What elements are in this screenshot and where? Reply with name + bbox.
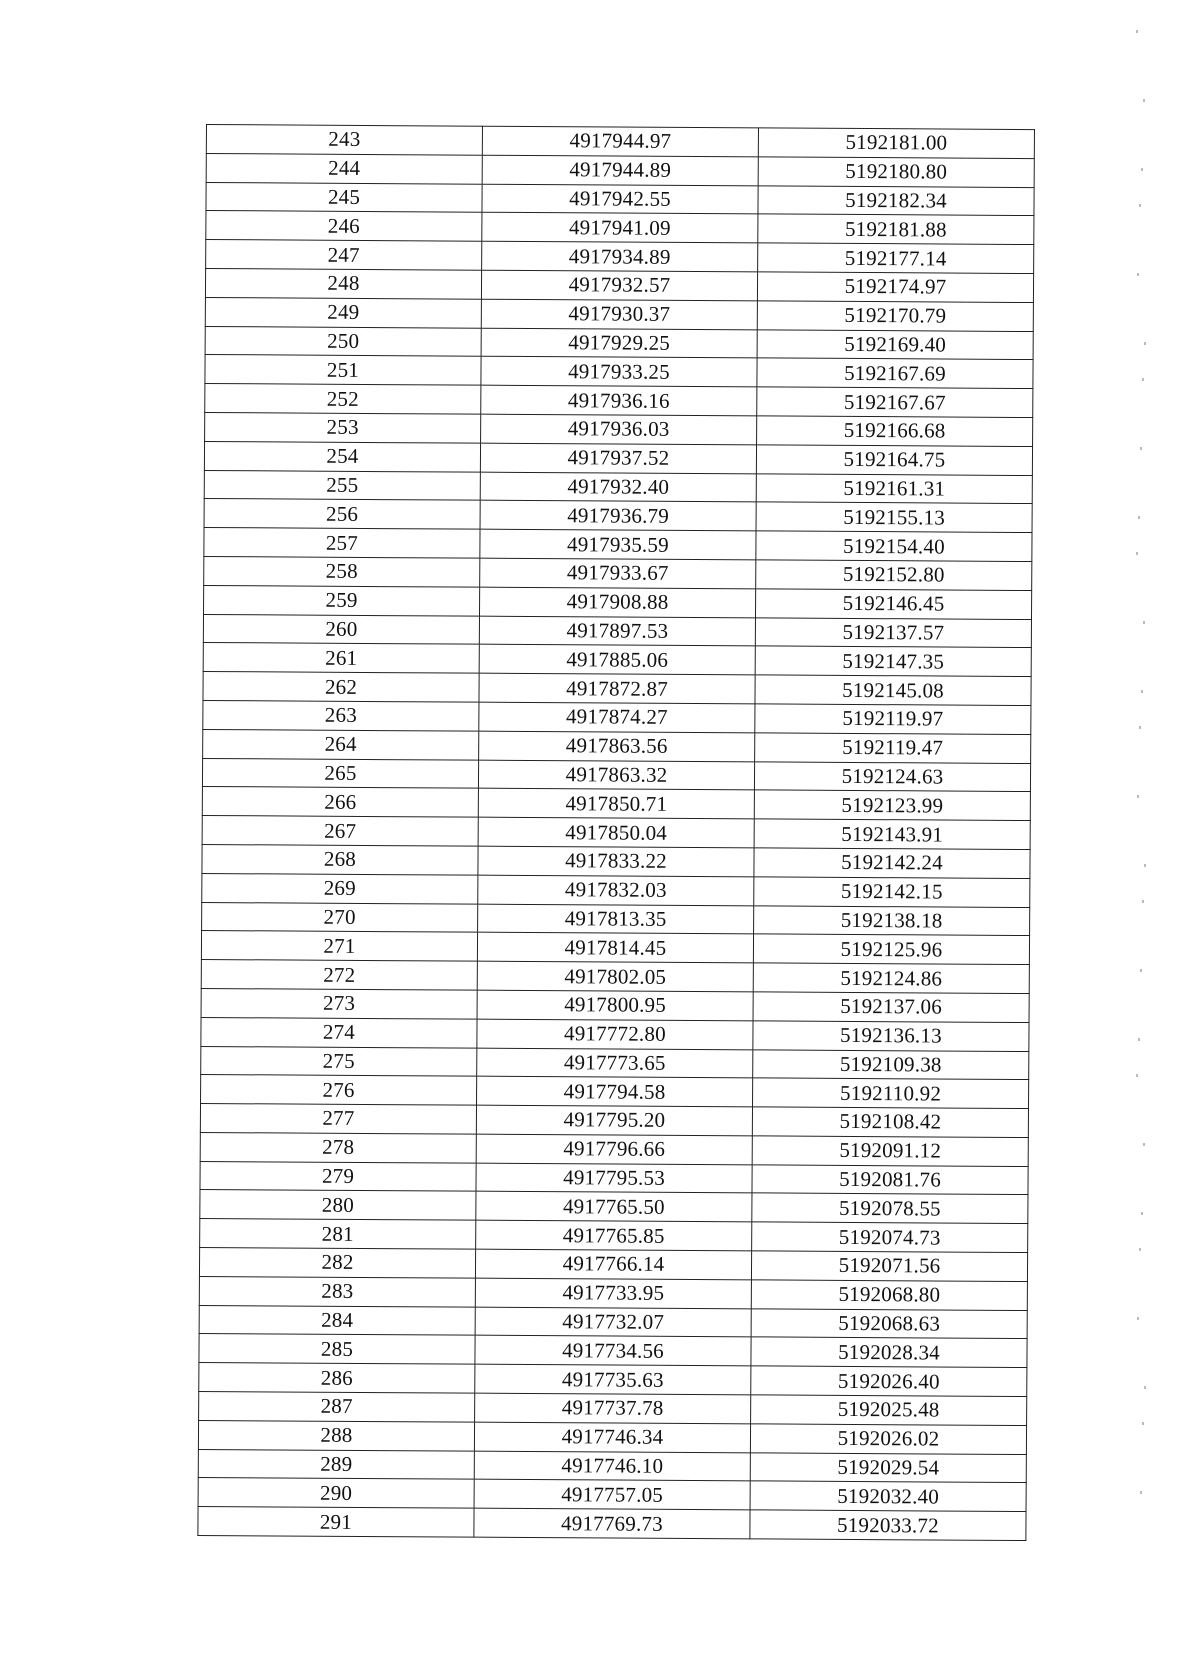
scan-speck [1140, 447, 1142, 450]
point-number-cell: 280 [200, 1190, 476, 1220]
x-coordinate-cell: 4917932.40 [480, 472, 756, 502]
y-coordinate-cell: 5192142.24 [754, 848, 1030, 878]
scan-speck [1142, 378, 1144, 381]
y-coordinate-cell: 5192154.40 [756, 531, 1032, 561]
y-coordinate-cell: 5192161.31 [756, 473, 1032, 503]
point-number-cell: 275 [201, 1046, 477, 1076]
x-coordinate-cell: 4917795.53 [476, 1163, 752, 1193]
y-coordinate-cell: 5192177.14 [758, 243, 1034, 273]
point-number-cell: 276 [201, 1075, 477, 1105]
scan-speck [1136, 1074, 1138, 1077]
y-coordinate-cell: 5192029.54 [750, 1453, 1026, 1483]
point-number-cell: 250 [205, 326, 481, 356]
y-coordinate-cell: 5192119.47 [755, 733, 1031, 763]
point-number-cell: 287 [199, 1392, 475, 1422]
y-coordinate-cell: 5192138.18 [754, 905, 1030, 935]
point-number-cell: 284 [199, 1305, 475, 1335]
coordinates-table [197, 124, 1035, 1541]
x-coordinate-cell: 4917934.89 [482, 241, 758, 271]
x-coordinate-cell: 4917937.52 [480, 443, 756, 473]
x-coordinate-cell: 4917935.59 [480, 529, 756, 559]
point-number-cell: 278 [200, 1132, 476, 1162]
x-coordinate-cell: 4917773.65 [477, 1048, 753, 1078]
x-coordinate-cell: 4917929.25 [481, 328, 757, 358]
x-coordinate-cell: 4917941.09 [482, 213, 758, 243]
point-number-cell: 254 [204, 441, 480, 471]
y-coordinate-cell: 5192078.55 [752, 1193, 1028, 1223]
point-number-cell: 281 [200, 1219, 476, 1249]
point-number-cell: 266 [202, 787, 478, 817]
x-coordinate-cell: 4917933.67 [480, 558, 756, 588]
y-coordinate-cell: 5192025.48 [751, 1395, 1027, 1425]
x-coordinate-cell: 4917850.04 [478, 817, 754, 847]
point-number-cell: 261 [203, 643, 479, 673]
x-coordinate-cell: 4917908.88 [480, 587, 756, 617]
point-number-cell: 285 [199, 1334, 475, 1364]
y-coordinate-cell: 5192074.73 [752, 1222, 1028, 1252]
point-number-cell: 283 [199, 1276, 475, 1306]
y-coordinate-cell: 5192166.68 [757, 416, 1033, 446]
point-number-cell: 265 [202, 758, 478, 788]
y-coordinate-cell: 5192123.99 [754, 790, 1030, 820]
point-number-cell: 268 [202, 844, 478, 874]
y-coordinate-cell: 5192180.80 [758, 157, 1034, 187]
point-number-cell: 282 [199, 1248, 475, 1278]
point-number-cell: 263 [203, 700, 479, 730]
scan-speck [1136, 30, 1138, 33]
y-coordinate-cell: 5192167.67 [757, 387, 1033, 417]
y-coordinate-cell: 5192164.75 [756, 445, 1032, 475]
scan-speck [1138, 1038, 1140, 1041]
x-coordinate-cell: 4917735.63 [475, 1364, 751, 1394]
scan-speck [1138, 516, 1140, 519]
y-coordinate-cell: 5192124.86 [753, 963, 1029, 993]
y-coordinate-cell: 5192033.72 [750, 1510, 1026, 1540]
scan-speck [1144, 342, 1146, 345]
point-number-cell: 272 [201, 960, 477, 990]
y-coordinate-cell: 5192091.12 [752, 1136, 1028, 1166]
scan-speck [1142, 900, 1144, 903]
scan-speck [1144, 864, 1146, 867]
y-coordinate-cell: 5192182.34 [758, 185, 1034, 215]
point-number-cell: 267 [202, 816, 478, 846]
y-coordinate-cell: 5192155.13 [756, 502, 1032, 532]
x-coordinate-cell: 4917814.45 [477, 932, 753, 962]
x-coordinate-cell: 4917732.07 [475, 1307, 751, 1337]
x-coordinate-cell: 4917936.16 [481, 385, 757, 415]
y-coordinate-cell: 5192124.63 [754, 761, 1030, 791]
point-number-cell: 279 [200, 1161, 476, 1191]
point-number-cell: 258 [204, 556, 480, 586]
x-coordinate-cell: 4917765.85 [476, 1220, 752, 1250]
x-coordinate-cell: 4917796.66 [476, 1134, 752, 1164]
point-number-cell: 245 [206, 182, 482, 212]
x-coordinate-cell: 4917942.55 [482, 184, 758, 214]
scan-speck [1140, 1491, 1142, 1494]
x-coordinate-cell: 4917872.87 [479, 673, 755, 703]
x-coordinate-cell: 4917800.95 [477, 990, 753, 1020]
point-number-cell: 252 [205, 384, 481, 414]
y-coordinate-cell: 5192152.80 [756, 560, 1032, 590]
point-number-cell: 251 [205, 355, 481, 385]
x-coordinate-cell: 4917802.05 [477, 961, 753, 991]
scan-speck [1137, 795, 1139, 798]
point-number-cell: 269 [202, 873, 478, 903]
x-coordinate-cell: 4917733.95 [475, 1278, 751, 1308]
y-coordinate-cell: 5192119.97 [755, 704, 1031, 734]
x-coordinate-cell: 4917936.03 [481, 414, 757, 444]
x-coordinate-cell: 4917769.73 [474, 1508, 750, 1538]
x-coordinate-cell: 4917757.05 [474, 1480, 750, 1510]
scan-speck [1142, 1422, 1144, 1425]
x-coordinate-cell: 4917863.56 [479, 731, 755, 761]
scan-speck [1141, 1212, 1143, 1215]
y-coordinate-cell: 5192068.63 [751, 1309, 1027, 1339]
point-number-cell: 244 [206, 153, 482, 183]
x-coordinate-cell: 4917813.35 [478, 904, 754, 934]
scan-speck [1137, 1317, 1139, 1320]
y-coordinate-cell: 5192174.97 [757, 272, 1033, 302]
y-coordinate-cell: 5192143.91 [754, 819, 1030, 849]
point-number-cell: 277 [200, 1104, 476, 1134]
point-number-cell: 270 [202, 902, 478, 932]
point-number-cell: 290 [198, 1478, 474, 1508]
scan-speck [1141, 168, 1143, 171]
coordinates-table-body [198, 125, 1035, 1541]
x-coordinate-cell: 4917897.53 [479, 616, 755, 646]
scan-speck [1140, 969, 1142, 972]
point-number-cell: 256 [204, 499, 480, 529]
x-coordinate-cell: 4917885.06 [479, 645, 755, 675]
x-coordinate-cell: 4917832.03 [478, 875, 754, 905]
y-coordinate-cell: 5192137.57 [755, 617, 1031, 647]
y-coordinate-cell: 5192136.13 [753, 1021, 1029, 1051]
y-coordinate-cell: 5192169.40 [757, 329, 1033, 359]
x-coordinate-cell: 4917944.97 [482, 126, 758, 156]
scan-edge-specks [1136, 30, 1156, 1590]
point-number-cell: 255 [204, 470, 480, 500]
y-coordinate-cell: 5192142.15 [754, 877, 1030, 907]
point-number-cell: 273 [201, 988, 477, 1018]
x-coordinate-cell: 4917734.56 [475, 1336, 751, 1366]
y-coordinate-cell: 5192181.00 [758, 128, 1034, 158]
point-number-cell: 288 [198, 1420, 474, 1450]
x-coordinate-cell: 4917795.20 [476, 1105, 752, 1135]
y-coordinate-cell: 5192071.56 [751, 1251, 1027, 1281]
point-number-cell: 248 [205, 268, 481, 298]
x-coordinate-cell: 4917737.78 [475, 1393, 751, 1423]
scan-speck [1143, 99, 1145, 102]
y-coordinate-cell: 5192181.88 [758, 214, 1034, 244]
x-coordinate-cell: 4917746.10 [474, 1451, 750, 1481]
scan-speck [1139, 204, 1141, 207]
y-coordinate-cell: 5192125.96 [753, 934, 1029, 964]
point-number-cell: 253 [205, 412, 481, 442]
y-coordinate-cell: 5192170.79 [757, 301, 1033, 331]
point-number-cell: 259 [204, 585, 480, 615]
point-number-cell: 249 [205, 297, 481, 327]
x-coordinate-cell: 4917944.89 [482, 155, 758, 185]
y-coordinate-cell: 5192108.42 [752, 1107, 1028, 1137]
y-coordinate-cell: 5192109.38 [753, 1049, 1029, 1079]
y-coordinate-cell: 5192028.34 [751, 1337, 1027, 1367]
scan-speck [1144, 1386, 1146, 1389]
y-coordinate-cell: 5192026.40 [751, 1366, 1027, 1396]
x-coordinate-cell: 4917933.25 [481, 357, 757, 387]
y-coordinate-cell: 5192068.80 [751, 1280, 1027, 1310]
x-coordinate-cell: 4917863.32 [478, 760, 754, 790]
y-coordinate-cell: 5192032.40 [750, 1481, 1026, 1511]
y-coordinate-cell: 5192147.35 [755, 646, 1031, 676]
x-coordinate-cell: 4917932.57 [481, 270, 757, 300]
x-coordinate-cell: 4917936.79 [480, 501, 756, 531]
point-number-cell: 246 [206, 211, 482, 241]
point-number-cell: 257 [204, 528, 480, 558]
point-number-cell: 247 [206, 240, 482, 270]
x-coordinate-cell: 4917772.80 [477, 1019, 753, 1049]
point-number-cell: 262 [203, 672, 479, 702]
point-number-cell: 243 [206, 125, 482, 155]
scan-speck [1137, 273, 1139, 276]
scan-speck [1141, 690, 1143, 693]
point-number-cell: 271 [201, 931, 477, 961]
y-coordinate-cell: 5192081.76 [752, 1165, 1028, 1195]
y-coordinate-cell: 5192026.02 [750, 1424, 1026, 1454]
x-coordinate-cell: 4917874.27 [479, 702, 755, 732]
y-coordinate-cell: 5192110.92 [753, 1078, 1029, 1108]
point-number-cell: 264 [203, 729, 479, 759]
scan-speck [1143, 1143, 1145, 1146]
point-number-cell: 291 [198, 1507, 474, 1537]
point-number-cell: 289 [198, 1449, 474, 1479]
x-coordinate-cell: 4917794.58 [477, 1076, 753, 1106]
y-coordinate-cell: 5192167.69 [757, 358, 1033, 388]
x-coordinate-cell: 4917765.50 [476, 1192, 752, 1222]
x-coordinate-cell: 4917850.71 [478, 789, 754, 819]
point-number-cell: 286 [199, 1363, 475, 1393]
point-number-cell: 260 [203, 614, 479, 644]
scan-speck [1136, 552, 1138, 555]
x-coordinate-cell: 4917746.34 [474, 1422, 750, 1452]
y-coordinate-cell: 5192145.08 [755, 675, 1031, 705]
scan-speck [1139, 726, 1141, 729]
scan-speck [1139, 1248, 1141, 1251]
x-coordinate-cell: 4917766.14 [475, 1249, 751, 1279]
y-coordinate-cell: 5192137.06 [753, 992, 1029, 1022]
scan-speck [1143, 621, 1145, 624]
point-number-cell: 274 [201, 1017, 477, 1047]
x-coordinate-cell: 4917930.37 [481, 299, 757, 329]
x-coordinate-cell: 4917833.22 [478, 846, 754, 876]
table-row [198, 1507, 1026, 1541]
y-coordinate-cell: 5192146.45 [755, 589, 1031, 619]
